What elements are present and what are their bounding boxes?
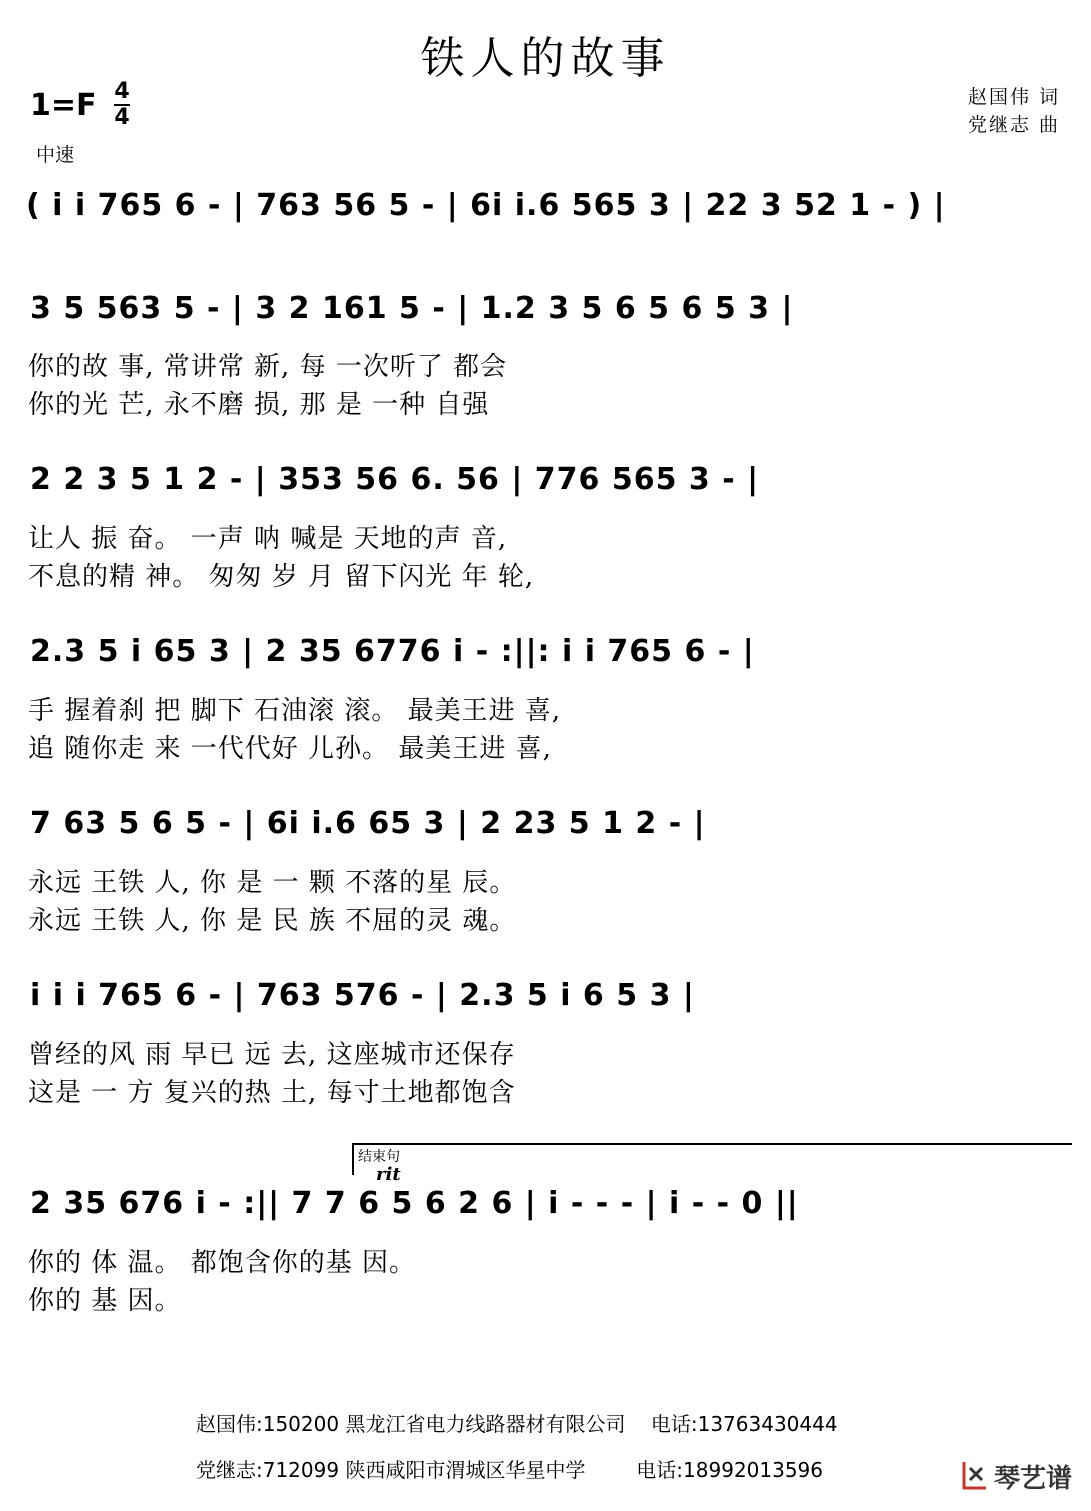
footer-contact-1: 赵国伟:150200 黑龙江省电力线路器材有限公司 电话:13763430444 (196, 1412, 838, 1436)
score-line-4-lyric-2: 永远 王铁 人, 你 是 民 族 不屈的灵 魂。 (28, 906, 517, 936)
score-line-5-lyric-1: 曾经的风 雨 早已 远 去, 这座城市还保存 (28, 1040, 516, 1070)
score-line-2-lyric-2: 不息的精 神。 匆匆 岁 月 留下闪光 年 轮, (28, 562, 535, 592)
page-title: 铁人的故事 (420, 33, 671, 84)
logo-icon (960, 1458, 990, 1492)
composer-credit: 党继志 曲 (968, 114, 1061, 136)
time-signature-top: 4 (114, 79, 130, 104)
logo-text: 琴艺谱 (994, 1464, 1073, 1494)
score-line-1-lyric-2: 你的光 芒, 永不磨 损, 那 是 一种 自强 (28, 390, 490, 420)
time-signature-bottom: 4 (114, 105, 130, 130)
score-line-5-lyric-2: 这是 一 方 复兴的热 土, 每寸土地都饱含 (28, 1078, 516, 1108)
score-line-1-lyric-1: 你的故 事, 常讲常 新, 每 一次听了 都会 (28, 352, 508, 382)
ending-bracket (352, 1143, 1072, 1175)
intro-notes: ( i i 765 6 - | 763 56 5 - | 6i i.6 565 3 | 22 3 52 1 - ) | (26, 188, 946, 223)
score-line-2-lyric-1: 让人 振 奋。 一声 呐 喊是 天地的声 音, (28, 524, 508, 554)
score-line-3-lyric-2: 追 随你走 来 一代代好 儿孙。 最美王进 喜, (28, 734, 552, 764)
key-signature: 1=F (30, 88, 97, 123)
score-line-2-notes: 2 2 3 5 1 2 - | 353 56 6. 56 | 776 565 3 - | (30, 462, 760, 497)
score-line-3-lyric-1: 手 握着刹 把 脚下 石油滚 滚。 最美王进 喜, (28, 696, 562, 726)
ending-label: 结束句 (358, 1149, 400, 1165)
time-signature (112, 80, 132, 130)
score-line-6-lyric-2: 你的 基 因。 (28, 1286, 182, 1316)
score-line-4-lyric-1: 永远 王铁 人, 你 是 一 颗 不落的星 辰。 (28, 868, 517, 898)
footer-contact-2: 党继志:712099 陕西咸阳市渭城区华星中学 电话:18992013596 (196, 1458, 824, 1482)
score-line-5-notes: i i i 765 6 - | 763 576 - | 2.3 5 i 6 5 3 | (30, 978, 695, 1013)
score-line-6-lyric-1: 你的 体 温。 都饱含你的基 因。 (28, 1248, 417, 1278)
rit-marking: rit (376, 1164, 401, 1185)
score-line-1-notes: 3 5 563 5 - | 3 2 161 5 - | 1.2 3 5 6 5 6 5 3 | (30, 291, 794, 326)
lyricist-credit: 赵国伟 词 (968, 86, 1061, 108)
tempo-marking: 中速 (36, 144, 75, 166)
score-line-4-notes: 7 63 5 6 5 - | 6i i.6 65 3 | 2 23 5 1 2 - | (30, 806, 706, 841)
score-line-3-notes: 2.3 5 i 65 3 | 2 35 6776 i - :||: i i 765 6 - | (30, 634, 755, 669)
score-line-6-notes: 2 35 676 i - :|| 7 7 6 5 6 2 6 | i - - - | i - - 0 || (30, 1186, 799, 1221)
